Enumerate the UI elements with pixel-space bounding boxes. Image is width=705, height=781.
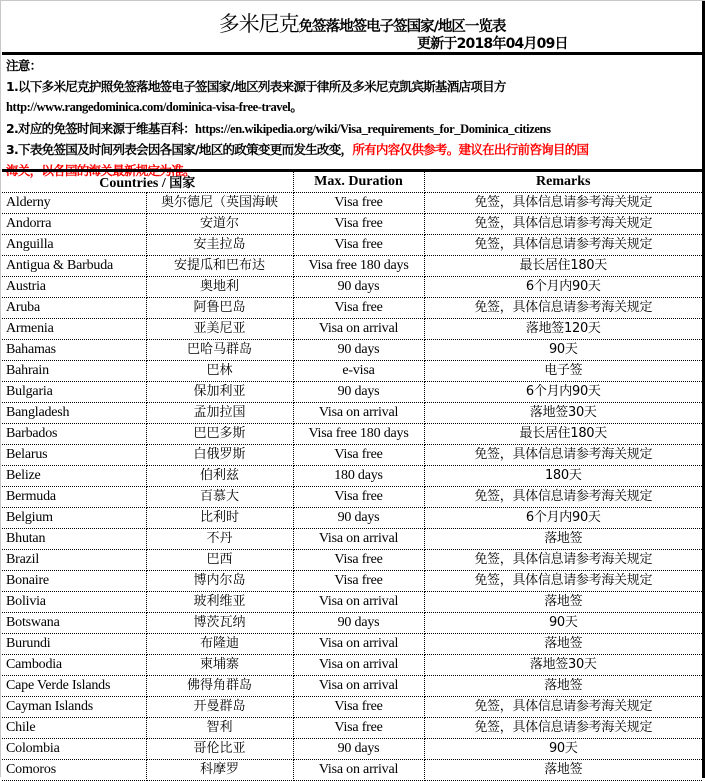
remarks: 90天	[424, 340, 702, 361]
country-en: Bolivia	[2, 592, 146, 613]
remarks: 最长居住180天	[424, 256, 702, 277]
max-duration: Visa free	[293, 571, 424, 592]
max-duration: e-visa	[293, 361, 424, 382]
note-1: 1.以下多米尼克护照免签落地签电子签国家/地区列表来源于律所及多米尼克凯宾斯基酒店项目方	[6, 79, 506, 94]
header-remarks: Remarks	[424, 172, 702, 193]
remarks: 免签，具体信息请参考海关规定	[424, 571, 702, 592]
remarks: 免签，具体信息请参考海关规定	[424, 487, 702, 508]
remarks: 90天	[424, 613, 702, 634]
note-1-url[interactable]: http://www.rangedominica.com/dominica-visa-free-travel。	[6, 100, 303, 114]
country-cn: 比利时	[146, 508, 293, 529]
page-title	[2, 8, 702, 38]
max-duration: Visa on arrival	[293, 529, 424, 550]
table-row	[2, 571, 702, 592]
table-row	[2, 235, 702, 256]
max-duration: Visa on arrival	[293, 403, 424, 424]
country-en: Aruba	[2, 298, 146, 319]
max-duration: 90 days	[293, 613, 424, 634]
table-row	[2, 676, 702, 697]
max-duration: Visa free	[293, 214, 424, 235]
max-duration: Visa on arrival	[293, 760, 424, 781]
country-en: Bahrain	[2, 361, 146, 382]
max-duration: Visa on arrival	[293, 319, 424, 340]
remarks: 落地签120天	[424, 319, 702, 340]
remarks: 免签，具体信息请参考海关规定	[424, 718, 702, 739]
table-row	[2, 256, 702, 277]
country-en: Armenia	[2, 319, 146, 340]
remarks: 落地签	[424, 760, 702, 781]
country-cn: 博内尔岛	[146, 571, 293, 592]
country-cn: 智利	[146, 718, 293, 739]
country-cn: 安圭拉岛	[146, 235, 293, 256]
table-row	[2, 697, 702, 718]
country-cn: 安提瓜和巴布达	[146, 256, 293, 277]
country-cn: 白俄罗斯	[146, 445, 293, 466]
table-row	[2, 550, 702, 571]
remarks: 落地签	[424, 529, 702, 550]
remarks: 免签，具体信息请参考海关规定	[424, 235, 702, 256]
table-row	[2, 487, 702, 508]
country-en: Barbados	[2, 424, 146, 445]
remarks: 6个月内90天	[424, 277, 702, 298]
max-duration: Visa on arrival	[293, 655, 424, 676]
title-block	[2, 2, 702, 53]
country-cn: 孟加拉国	[146, 403, 293, 424]
note-3-warning: 所有内容仅供参考。建议在出行前咨询目的国	[352, 142, 589, 157]
country-cn: 布隆迪	[146, 634, 293, 655]
country-en: Cambodia	[2, 655, 146, 676]
country-en: Colombia	[2, 739, 146, 760]
table-row	[2, 340, 702, 361]
table-row	[2, 424, 702, 445]
title-country: 多米尼克	[218, 12, 299, 36]
table-row	[2, 739, 702, 760]
remarks: 6个月内90天	[424, 382, 702, 403]
remarks: 免签，具体信息请参考海关规定	[424, 550, 702, 571]
country-en: Bangladesh	[2, 403, 146, 424]
remarks: 落地签30天	[424, 655, 702, 676]
table-row	[2, 613, 702, 634]
table-row	[2, 361, 702, 382]
remarks: 免签，具体信息请参考海关规定	[424, 214, 702, 235]
country-en: Austria	[2, 277, 146, 298]
table-row	[2, 445, 702, 466]
max-duration: Visa free 180 days	[293, 256, 424, 277]
remarks: 电子签	[424, 361, 702, 382]
country-cn: 奥地利	[146, 277, 293, 298]
country-en: Comoros	[2, 760, 146, 781]
max-duration: 90 days	[293, 508, 424, 529]
update-date: 更新于2018年04月09日	[417, 36, 568, 52]
max-duration: Visa on arrival	[293, 634, 424, 655]
max-duration: 90 days	[293, 340, 424, 361]
max-duration: Visa free	[293, 298, 424, 319]
country-en: Bahamas	[2, 340, 146, 361]
country-en: Cape Verde Islands	[2, 676, 146, 697]
max-duration: 90 days	[293, 382, 424, 403]
country-cn: 科摩罗	[146, 760, 293, 781]
country-en: Alderny	[2, 193, 146, 214]
table-row	[2, 382, 702, 403]
table-row	[2, 298, 702, 319]
country-en: Belarus	[2, 445, 146, 466]
header-countries-en: Countries /	[99, 176, 170, 191]
country-cn: 阿鲁巴岛	[146, 298, 293, 319]
title-subject: 免签落地签电子签国家/地区一览表	[298, 19, 506, 35]
remarks: 免签，具体信息请参考海关规定	[424, 298, 702, 319]
max-duration: Visa free	[293, 697, 424, 718]
remarks: 落地签	[424, 592, 702, 613]
country-en: Botswana	[2, 613, 146, 634]
note-3	[6, 139, 701, 160]
country-en: Chile	[2, 718, 146, 739]
max-duration: 180 days	[293, 466, 424, 487]
country-en: Belize	[2, 466, 146, 487]
country-cn: 玻利维亚	[146, 592, 293, 613]
max-duration: Visa free	[293, 487, 424, 508]
table-row	[2, 319, 702, 340]
max-duration: Visa free	[293, 193, 424, 214]
max-duration: Visa free 180 days	[293, 424, 424, 445]
remarks: 免签，具体信息请参考海关规定	[424, 445, 702, 466]
header-duration: Max. Duration	[293, 172, 424, 193]
table-row	[2, 718, 702, 739]
country-en: Andorra	[2, 214, 146, 235]
note-2	[6, 118, 701, 139]
country-cn: 博茨瓦纳	[146, 613, 293, 634]
max-duration: Visa on arrival	[293, 592, 424, 613]
table-row	[2, 403, 702, 424]
max-duration: Visa free	[293, 550, 424, 571]
country-en: Brazil	[2, 550, 146, 571]
table-row	[2, 508, 702, 529]
remarks: 6个月内90天	[424, 508, 702, 529]
header-countries	[2, 172, 293, 193]
table-row	[2, 466, 702, 487]
country-en: Bhutan	[2, 529, 146, 550]
country-en: Bermuda	[2, 487, 146, 508]
country-cn: 巴林	[146, 361, 293, 382]
country-cn: 哥伦比亚	[146, 739, 293, 760]
remarks: 落地签	[424, 676, 702, 697]
country-cn: 佛得角群岛	[146, 676, 293, 697]
notes-heading: 注意：	[6, 58, 42, 73]
max-duration: Visa on arrival	[293, 676, 424, 697]
country-en: Cayman Islands	[2, 697, 146, 718]
country-cn: 伯利兹	[146, 466, 293, 487]
remarks: 落地签30天	[424, 403, 702, 424]
country-cn: 不丹	[146, 529, 293, 550]
visa-table	[2, 172, 702, 781]
max-duration: 90 days	[293, 739, 424, 760]
table-row	[2, 193, 702, 214]
table-row	[2, 214, 702, 235]
country-cn: 百慕大	[146, 487, 293, 508]
country-cn: 巴哈马群岛	[146, 340, 293, 361]
country-cn: 保加利亚	[146, 382, 293, 403]
note-3-text: 3.下表免签国及时间列表会因各国家/地区的政策变更而发生改变，	[6, 142, 353, 157]
remarks: 免签，具体信息请参考海关规定	[424, 697, 702, 718]
country-cn: 巴巴多斯	[146, 424, 293, 445]
table-row	[2, 529, 702, 550]
notes-section	[6, 55, 701, 181]
country-en: Bonaire	[2, 571, 146, 592]
remarks: 落地签	[424, 634, 702, 655]
note-2-text: 2.对应的免签时间来源于维基百科：	[6, 121, 196, 136]
country-cn: 巴西	[146, 550, 293, 571]
table-row	[2, 277, 702, 298]
country-cn: 柬埔寨	[146, 655, 293, 676]
max-duration: Visa free	[293, 445, 424, 466]
table-header-row	[2, 172, 702, 193]
country-en: Anguilla	[2, 235, 146, 256]
table-row	[2, 634, 702, 655]
country-en: Belgium	[2, 508, 146, 529]
table-row	[2, 592, 702, 613]
table-row	[2, 655, 702, 676]
country-en: Burundi	[2, 634, 146, 655]
country-en: Antigua & Barbuda	[2, 256, 146, 277]
remarks: 180天	[424, 466, 702, 487]
table-row	[2, 760, 702, 781]
country-cn: 开曼群岛	[146, 697, 293, 718]
country-cn: 亚美尼亚	[146, 319, 293, 340]
note-2-url[interactable]: https://en.wikipedia.org/wiki/Visa_requirements_for_Dominica_citizens	[195, 122, 551, 136]
max-duration: Visa free	[293, 718, 424, 739]
remarks: 90天	[424, 739, 702, 760]
header-countries-cn: 国家	[169, 176, 196, 191]
table-body	[2, 193, 702, 781]
country-cn: 奥尔德尼（英国海峡	[146, 193, 293, 214]
remarks: 免签，具体信息请参考海关规定	[424, 193, 702, 214]
country-cn: 安道尔	[146, 214, 293, 235]
max-duration: Visa free	[293, 235, 424, 256]
max-duration: 90 days	[293, 277, 424, 298]
country-en: Bulgaria	[2, 382, 146, 403]
remarks: 最长居住180天	[424, 424, 702, 445]
